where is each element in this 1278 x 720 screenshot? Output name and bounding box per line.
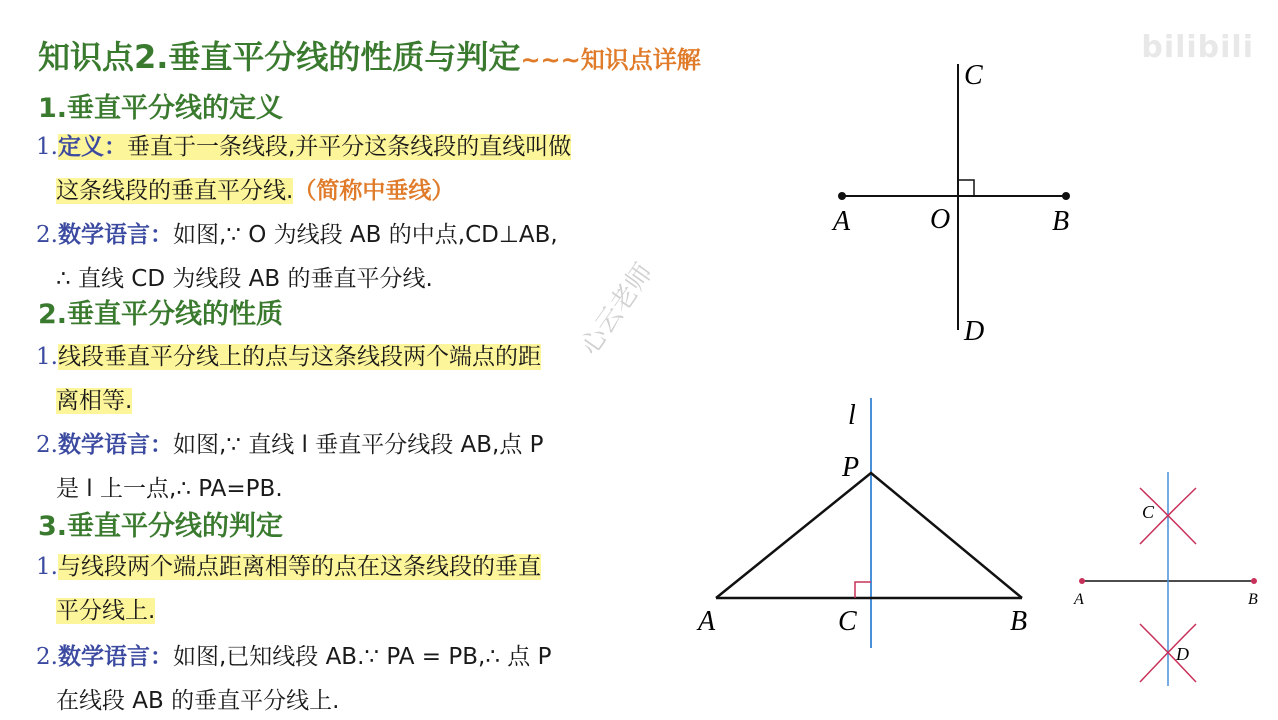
label-c: C (964, 60, 983, 91)
watermark: 心云老师 (574, 258, 660, 361)
item-label: 定义： (57, 134, 127, 160)
definition-math-line-2: ∴ 直线 CD 为线段 AB 的垂直平分线. (56, 266, 433, 292)
item-number: 1. (36, 344, 58, 370)
right-angle-mark (958, 180, 974, 196)
item-text: 与线段两个端点距离相等的点在这条线段的垂直 (57, 554, 541, 580)
figure-perpendicular-bisector-definition (831, 60, 1070, 347)
point-a (1079, 578, 1085, 584)
item-label: 数学语言： (57, 644, 173, 670)
criterion-math-line-2: 在线段 AB 的垂直平分线上. (56, 688, 340, 714)
point-b (1251, 578, 1257, 584)
label-d: D (964, 316, 985, 347)
title-suffix: ~~~知识点详解 (520, 46, 701, 74)
point-a (838, 192, 846, 200)
item-text: 垂直于一条线段,并平分这条线段的直线叫做 (126, 134, 572, 160)
label-d: D (1176, 644, 1189, 664)
figure-compass-construction (1073, 472, 1258, 686)
item-text: 如图,∵ O 为线段 AB 的中点,CD⊥AB, (172, 222, 558, 248)
title-main: 知识点2.垂直平分线的性质与判定 (38, 38, 521, 76)
label-o: O (930, 204, 951, 235)
label-c: C (1142, 502, 1155, 522)
label-b: B (1052, 206, 1070, 237)
item-text: 这条线段的垂直平分线. (56, 178, 294, 204)
item-text: 如图,∵ 直线 l 垂直平分线段 AB,点 P (172, 432, 544, 458)
section-heading-criterion: 3.垂直平分线的判定 (38, 511, 284, 542)
item-number: 1. (36, 554, 58, 580)
label-b: B (1248, 591, 1258, 608)
section-heading-definition: 1.垂直平分线的定义 (38, 93, 284, 124)
label-c: C (838, 606, 857, 637)
label-b: B (1010, 606, 1028, 637)
item-number: 2. (36, 432, 58, 458)
bilibili-logo: bilibili (1141, 30, 1254, 65)
item-text: 如图,已知线段 AB.∵ PA = PB,∴ 点 P (172, 644, 552, 670)
label-a: A (1074, 591, 1084, 608)
item-text: 离相等. (56, 388, 133, 414)
item-label: 数学语言： (57, 432, 173, 458)
label-a: A (833, 206, 851, 237)
item-text: 平分线上. (56, 598, 156, 624)
item-label: 数学语言： (57, 222, 173, 248)
right-angle-mark (855, 582, 871, 598)
property-math-line-2: 是 l 上一点,∴ PA=PB. (56, 476, 283, 502)
point-b (1062, 192, 1070, 200)
item-number: 2. (36, 222, 58, 248)
item-number: 2. (36, 644, 58, 670)
label-l: l (848, 400, 856, 431)
sides-pa-pb (716, 473, 1022, 598)
figure-triangle-pab (696, 398, 1027, 648)
section-heading-property: 2.垂直平分线的性质 (38, 299, 284, 330)
item-number: 1. (36, 134, 58, 160)
item-text: 线段垂直平分线上的点与这条线段两个端点的距 (57, 344, 541, 370)
item-note: （简称中垂线） (293, 178, 455, 204)
label-p: P (842, 452, 860, 483)
label-a: A (698, 606, 716, 637)
